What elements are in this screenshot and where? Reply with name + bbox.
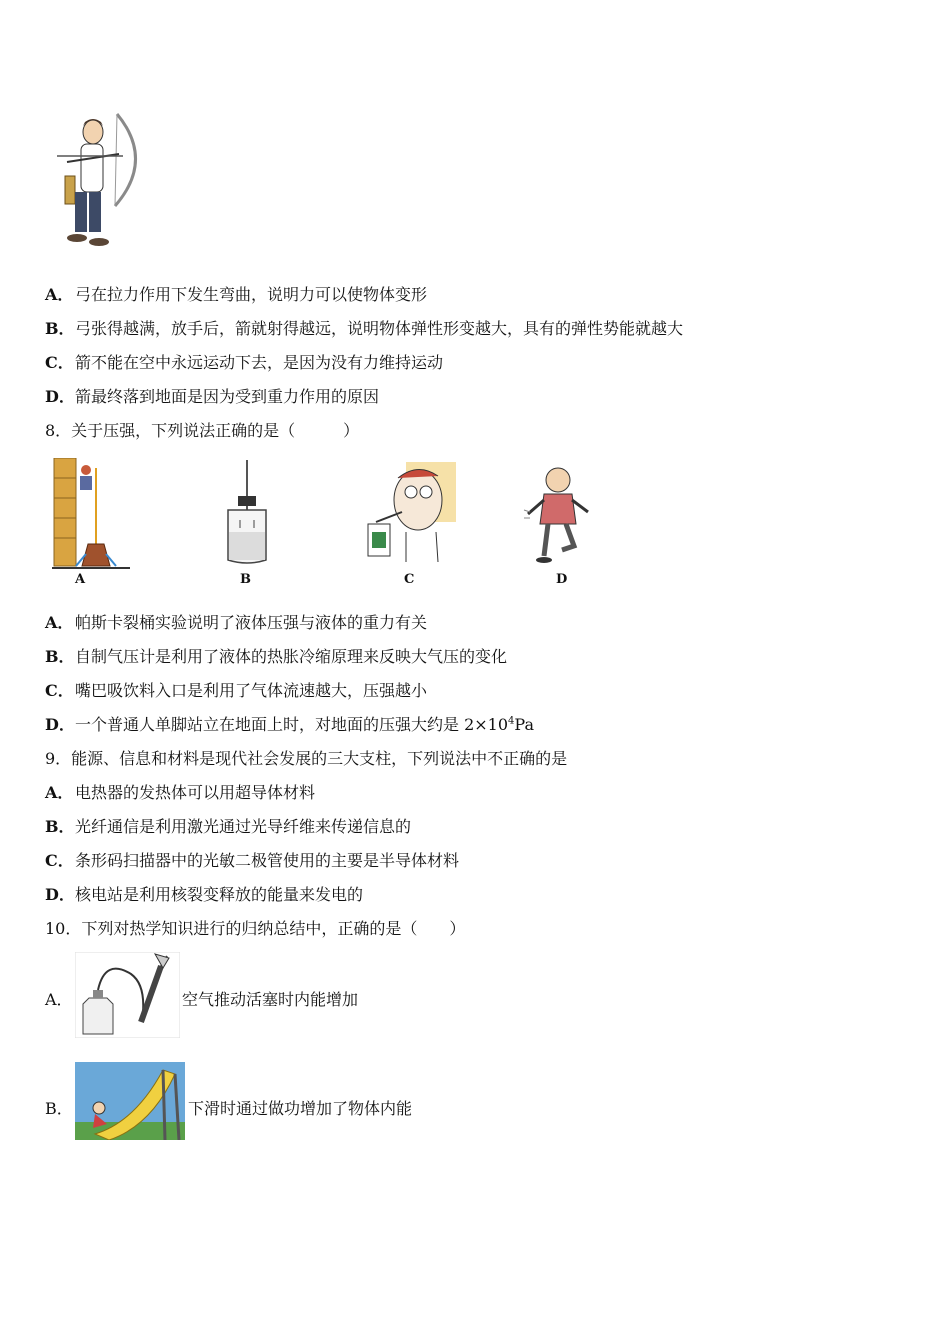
slide-figure: [75, 1062, 185, 1140]
figure-label-d: D: [556, 572, 568, 587]
q10-option-a-text: 空气推动活塞时内能增加: [182, 990, 359, 1009]
q8-option-a: A．帕斯卡裂桶实验说明了液体压强与液体的重力有关: [45, 613, 428, 632]
q8-stem: 8．关于压强，下列说法正确的是（ ）: [45, 421, 360, 440]
q9-option-d: D．核电站是利用核裂变释放的能量来发电的: [45, 885, 364, 904]
q9-option-c: C．条形码扫描器中的光敏二极管使用的主要是半导体材料: [45, 851, 460, 870]
figure-label-a: A: [75, 572, 86, 587]
q7-option-b: B．弓张得越满，放手后，箭就射得越远，说明物体弹性形变越大，具有的弹性势能就越大: [45, 319, 684, 338]
q7-option-d: D．箭最终落到地面是因为受到重力作用的原因: [45, 387, 380, 406]
figure-label-b: B: [240, 572, 251, 587]
archer-illustration: [55, 110, 150, 255]
q10-option-b-letter: B．: [45, 1099, 73, 1118]
drinking-straw-figure: [366, 462, 456, 562]
q7-option-c: C．箭不能在空中永远运动下去，是因为没有力维持运动: [45, 353, 444, 372]
q10-option-a-letter: A．: [45, 990, 73, 1009]
q10-stem: 10．下列对热学知识进行的归纳总结中，正确的是（ ）: [45, 919, 466, 938]
person-standing-figure: [522, 466, 594, 566]
q8-option-c: C．嘴巴吸饮料入口是利用了气体流速越大，压强越小: [45, 681, 428, 700]
q9-option-b: B．光纤通信是利用激光通过光导纤维来传递信息的: [45, 817, 412, 836]
q8-option-b: B．自制气压计是利用了液体的热胀冷缩原理来反映大气压的变化: [45, 647, 508, 666]
homemade-barometer-figure: [222, 460, 272, 568]
barrel-experiment-figure: [52, 458, 130, 570]
q8-option-d: D．一个普通人单脚站立在地面上时，对地面的压强大约是 $2\times 10^4Pa$: [45, 715, 535, 734]
air-pump-piston-figure: [75, 952, 180, 1038]
q9-stem: 9．能源、信息和材料是现代社会发展的三大支柱，下列说法中不正确的是: [45, 749, 568, 768]
q9-option-a: A．电热器的发热体可以用超导体材料: [45, 783, 316, 802]
q10-option-b-text: 下滑时通过做功增加了物体内能: [188, 1099, 413, 1118]
figure-label-c: C: [404, 572, 415, 587]
q7-option-a: A．弓在拉力作用下发生弯曲，说明力可以使物体变形: [45, 285, 428, 304]
